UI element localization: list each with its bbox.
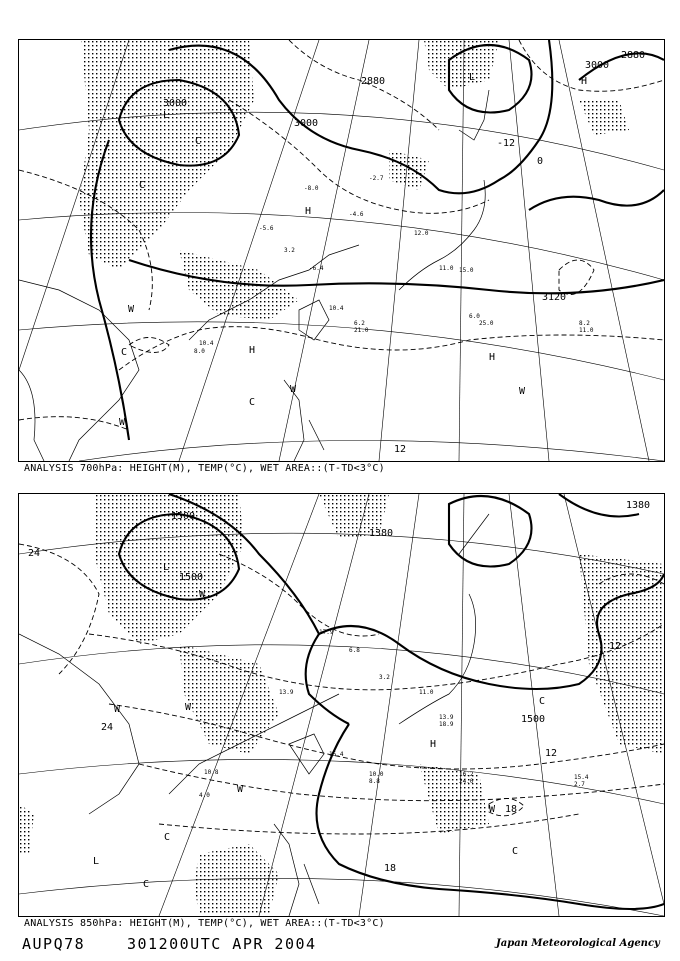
height-label: 1500	[179, 572, 204, 583]
temp-center-label: W	[128, 304, 135, 315]
svg-text:-4.6: -4.6	[349, 211, 364, 218]
station-plots	[194, 175, 594, 355]
svg-text:24.0: 24.0	[459, 778, 474, 785]
svg-text:18.9: 18.9	[439, 721, 454, 728]
temp-label: 18	[384, 863, 397, 874]
height-label: 1380	[626, 500, 651, 511]
svg-text:10.0: 10.0	[369, 771, 384, 778]
height-label: 2880	[621, 50, 646, 61]
upper-chart-700hpa	[18, 39, 665, 462]
temp-center-label: W	[199, 589, 206, 600]
lower-chart-map	[19, 494, 664, 916]
svg-text:10.4: 10.4	[199, 340, 214, 347]
lower-chart-caption: ANALYSIS 850hPa: HEIGHT(M), TEMP(°C), WET AREA::(T-TD<3°C)	[24, 918, 385, 929]
svg-text:15.0: 15.0	[459, 267, 474, 274]
svg-text:-2.7: -2.7	[369, 175, 384, 182]
height-label: 3120	[542, 292, 567, 303]
svg-text:3.2: 3.2	[284, 247, 295, 254]
svg-text:13.9: 13.9	[279, 689, 294, 696]
height-label: 3000	[163, 98, 188, 109]
svg-text:8.8: 8.8	[369, 778, 380, 785]
temp-center-label: W	[185, 702, 192, 713]
height-label: 3000	[585, 60, 610, 71]
temp-label: 0	[537, 156, 544, 167]
temp-center-label: C	[195, 136, 202, 147]
pressure-center-label: H	[305, 206, 312, 217]
height-label: 1500	[521, 714, 546, 725]
svg-text:8.0: 8.0	[194, 348, 205, 355]
height-label: 1380	[369, 528, 394, 539]
svg-text:15.4: 15.4	[329, 751, 344, 758]
temp-center-label: C	[143, 879, 150, 890]
svg-text:-5.6: -5.6	[259, 225, 274, 232]
svg-text:25.0: 25.0	[479, 320, 494, 327]
pressure-center-label: H	[430, 739, 437, 750]
temp-label: 12	[609, 641, 622, 652]
upper-chart-caption: ANALYSIS 700hPa: HEIGHT(M), TEMP(°C), WET AREA::(T-TD<3°C)	[24, 463, 385, 474]
temp-center-label: W	[119, 417, 126, 428]
temp-label: 12	[394, 444, 407, 455]
temp-center-label: W	[114, 704, 121, 715]
pressure-center-label: L	[163, 562, 170, 573]
temp-center-label: W	[237, 784, 244, 795]
temp-label: 12	[545, 748, 558, 759]
svg-text:16.2: 16.2	[459, 771, 474, 778]
temp-center-label: C	[139, 180, 146, 191]
analysis-datetime: 301200UTC APR 2004	[127, 935, 317, 953]
svg-text:6.8: 6.8	[349, 647, 360, 654]
temp-label: -12	[497, 138, 516, 149]
svg-text:21.0: 21.0	[354, 327, 369, 334]
svg-text:2.7: 2.7	[574, 781, 585, 788]
svg-text:8.2: 8.2	[579, 320, 590, 327]
temp-label: 18	[505, 804, 518, 815]
pressure-center-label: L	[469, 72, 476, 83]
svg-text:15.4: 15.4	[574, 774, 589, 781]
svg-text:-6.4: -6.4	[309, 265, 324, 272]
svg-text:11.0: 11.0	[579, 327, 594, 334]
svg-text:6.0: 6.0	[469, 313, 480, 320]
svg-text:11.0: 11.0	[419, 689, 434, 696]
agency-name: Japan Meteorological Agency	[496, 938, 660, 949]
height-label: 2880	[361, 76, 386, 87]
svg-text:17.9: 17.9	[319, 629, 334, 636]
lower-chart-850hpa	[18, 493, 665, 917]
svg-text:12.0: 12.0	[414, 230, 429, 237]
temp-center-label: C	[164, 832, 171, 843]
bulletin-code: AUPQ78	[22, 935, 86, 953]
height-label: 3000	[294, 118, 319, 129]
temp-center-label: C	[512, 846, 519, 857]
height-label: 1500	[171, 511, 196, 522]
svg-text:11.0: 11.0	[439, 265, 454, 272]
svg-text:6.2: 6.2	[354, 320, 365, 327]
temp-center-label: C	[539, 696, 546, 707]
svg-text:4.0: 4.0	[199, 792, 210, 799]
svg-text:-8.0: -8.0	[304, 185, 319, 192]
svg-text:3.2: 3.2	[379, 674, 390, 681]
svg-text:13.9: 13.9	[439, 714, 454, 721]
pressure-center-label: H	[581, 76, 588, 87]
pressure-center-label: H	[489, 352, 496, 363]
temp-center-label: C	[121, 347, 128, 358]
svg-text:10.4: 10.4	[329, 305, 344, 312]
temp-center-label: W	[290, 384, 297, 395]
temp-center-label: W	[489, 804, 496, 815]
pressure-center-label: H	[249, 345, 256, 356]
temp-label: 24	[28, 548, 41, 559]
temp-center-label: W	[519, 386, 526, 397]
upper-chart-map	[19, 40, 664, 461]
pressure-center-label: L	[163, 110, 170, 121]
svg-text:10.8: 10.8	[204, 769, 219, 776]
temp-label: 24	[101, 722, 114, 733]
temp-center-label: C	[249, 397, 256, 408]
pressure-center-label: L	[93, 856, 100, 867]
